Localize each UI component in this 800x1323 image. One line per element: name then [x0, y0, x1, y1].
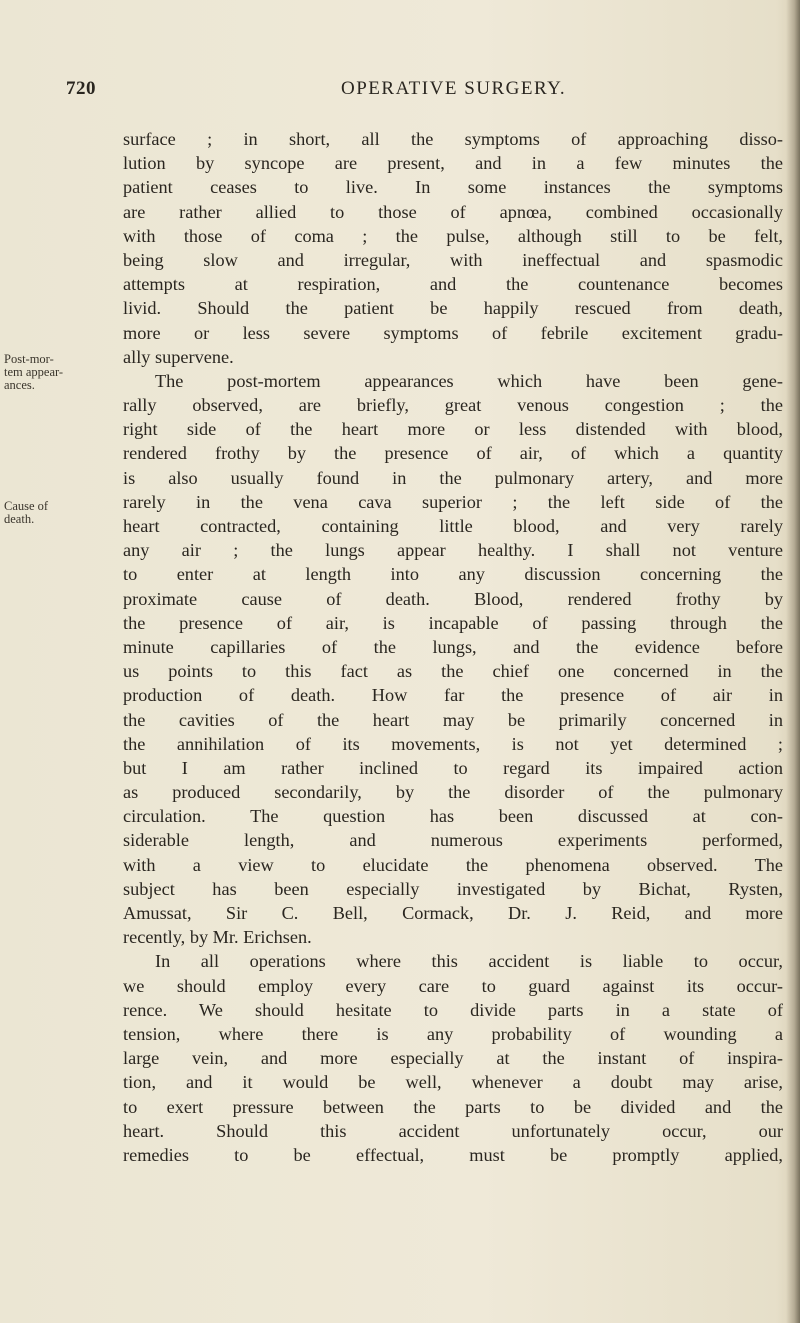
margin-note-post-mortem	[4, 353, 116, 392]
text-line: surface ; in short, all the symptoms of approaching disso-	[123, 129, 783, 149]
text-line: any air ; the lungs appear healthy. I shall not venture	[123, 540, 783, 561]
text-line: right side of the heart more or less distended with blood,	[123, 419, 783, 440]
margin-note-line: Cause of	[4, 499, 49, 513]
text-line: to enter at length into any discussion concerning the	[123, 564, 783, 585]
text-line: rendered frothy by the presence of air, of which a quantity	[123, 443, 783, 464]
body-text	[123, 127, 783, 1167]
text-line: recently, by Mr. Erichsen.	[123, 927, 312, 948]
text-line: the cavities of the heart may be primarily concerned in	[123, 709, 783, 730]
text-line: siderable length, and numerous experiments performed,	[123, 830, 783, 851]
text-line: circulation. The question has been discussed at con-	[123, 806, 783, 827]
text-line: more or less severe symptoms of febrile excitement gradu-	[123, 322, 783, 343]
margin-note-cause-of-death	[4, 500, 116, 526]
margin-note-line: tem appear-	[4, 365, 64, 379]
text-line: proximate cause of death. Blood, rendered frothy by	[123, 588, 783, 609]
text-line: the annihilation of its movements, is not yet determined ;	[123, 733, 783, 754]
text-line: lution by syncope are present, and in a few minutes the	[123, 153, 783, 174]
page-header	[66, 78, 666, 108]
text-line: but I am rather inclined to regard its impaired action	[123, 757, 783, 778]
paragraph-start: In all operations where this accident is liable to occur,	[155, 951, 783, 972]
running-title: OPERATIVE SURGERY.	[341, 78, 567, 99]
text-line: with a view to elucidate the phenomena observed. The	[123, 854, 783, 875]
text-line: large vein, and more especially at the instant of inspira-	[123, 1048, 783, 1069]
text-line: production of death. How far the presence of air in	[123, 685, 783, 706]
text-line: rarely in the vena cava superior ; the left side of the	[123, 491, 783, 512]
text-line: we should employ every care to guard against its occur-	[123, 975, 783, 996]
text-line: being slow and irregular, with ineffectual and spasmodic	[123, 249, 783, 270]
text-line: as produced secondarily, by the disorder of the pulmonary	[123, 782, 783, 803]
text-line: the presence of air, is incapable of passing through the	[123, 612, 783, 633]
text-line: livid. Should the patient be happily rescued from death,	[123, 298, 783, 319]
text-line: heart contracted, containing little blood, and very rarely	[123, 516, 783, 536]
text-line: Amussat, Sir C. Bell, Cormack, Dr. J. Reid, and more	[123, 903, 783, 923]
text-line: to exert pressure between the parts to be divided and the	[123, 1096, 783, 1117]
text-line: rally observed, are briefly, great venous congestion ; the	[123, 395, 783, 416]
text-line: us points to this fact as the chief one concerned in the	[123, 661, 783, 682]
page-number: 720	[66, 78, 96, 99]
text-line: tension, where there is any probability of wounding a	[123, 1023, 783, 1044]
text-line: tion, and it would be well, whenever a doubt may arise,	[123, 1072, 783, 1093]
text-line: remedies to be effectual, must be promptly applied,	[123, 1144, 783, 1165]
text-line: is also usually found in the pulmonary artery, and more	[123, 467, 783, 488]
text-line: rence. We should hesitate to divide parts in a state of	[123, 999, 783, 1020]
paragraph-start: The post-mortem appearances which have been gene-	[155, 370, 783, 391]
margin-note-line: death.	[4, 512, 35, 526]
text-line: subject has been especially investigated by Bichat, Rysten,	[123, 878, 783, 899]
margin-note-line: Post-mor-	[4, 352, 54, 366]
page-edge-shadow	[786, 0, 800, 1323]
text-line: minute capillaries of the lungs, and the evidence before	[123, 636, 783, 657]
text-line: ally supervene.	[123, 346, 234, 367]
text-line: with those of coma ; the pulse, although still to be felt,	[123, 225, 783, 246]
text-line: attempts at respiration, and the countenance becomes	[123, 274, 783, 295]
text-line: patient ceases to live. In some instances the symptoms	[123, 177, 783, 198]
text-line: are rather allied to those of apnœa, combined occasionally	[123, 201, 783, 222]
margin-note-line: ances.	[4, 378, 35, 392]
text-line: heart. Should this accident unfortunately occur, our	[123, 1120, 783, 1141]
